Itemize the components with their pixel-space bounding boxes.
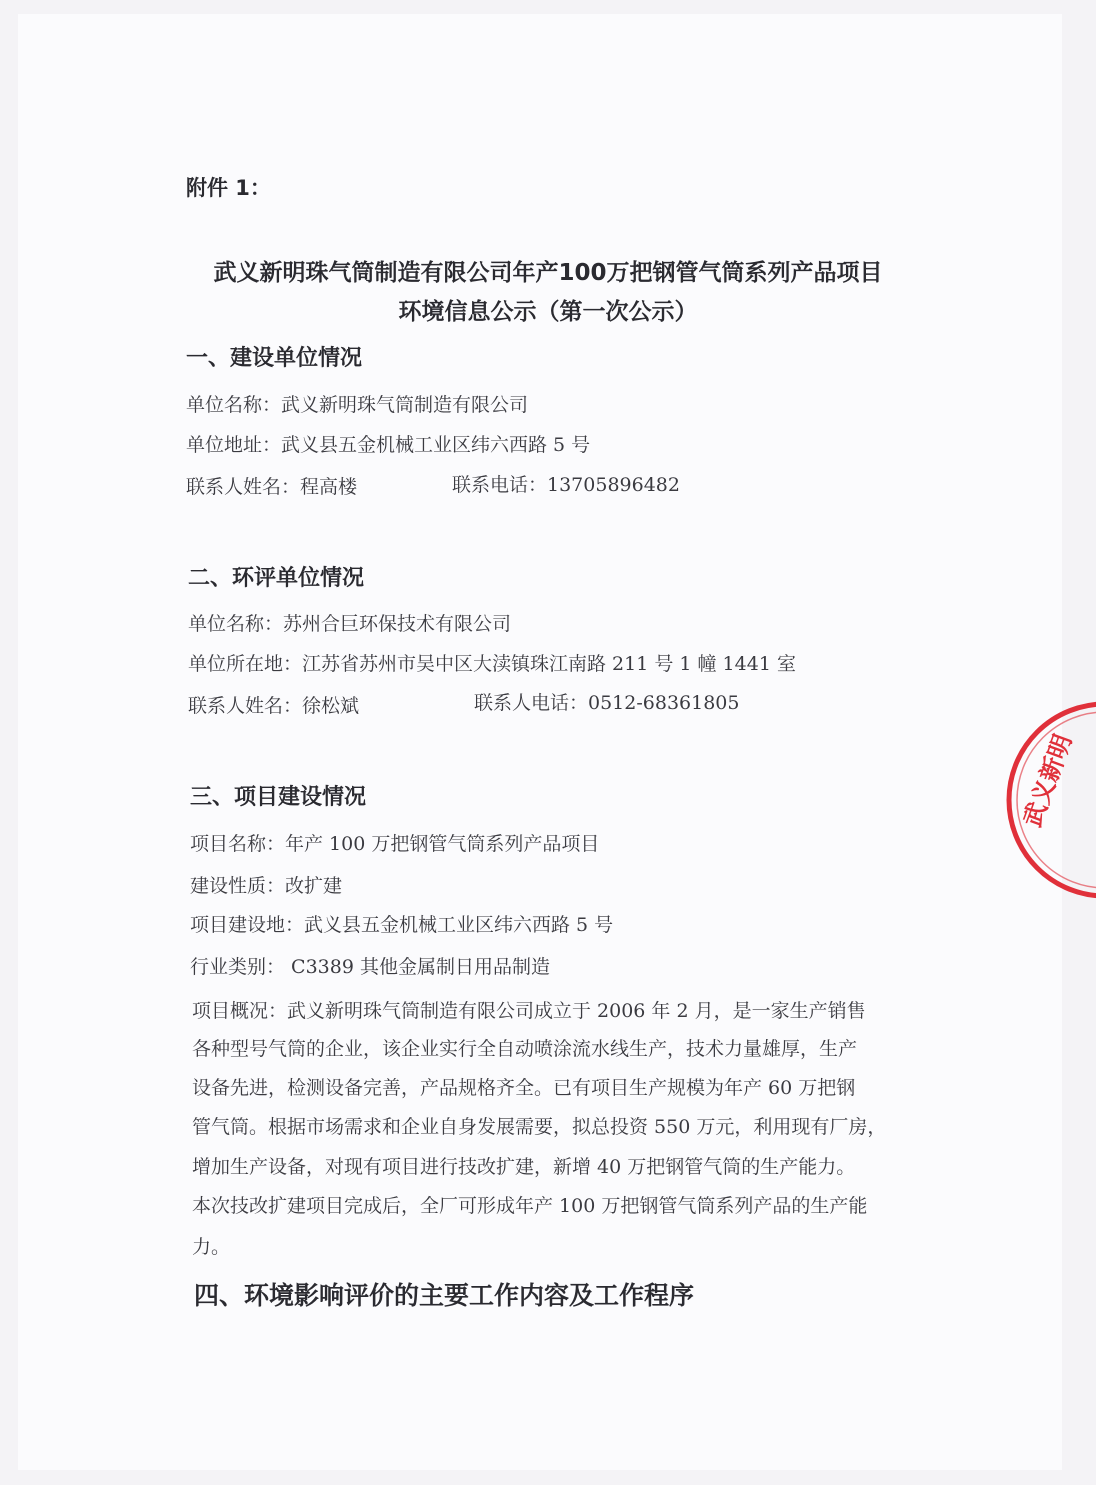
overview-line: 设备先进，检测设备完善，产品规格齐全。已有项目生产规模为年产 60 万把钢 [192,1077,856,1099]
section4-heading: 四、环境影响评价的主要工作内容及工作程序 [194,1281,695,1310]
eia-unit-address: 单位所在地：江苏省苏州市吴中区大渎镇珠江南路 211 号 1 幢 1441 室 [188,653,796,675]
construction-unit-contact: 联系人姓名：程高楼 [186,476,358,498]
document-title-line1: 武义新明珠气筒制造有限公司年产100万把钢管气筒系列产品项目 [213,260,883,286]
construction-unit-address: 单位地址：武义县五金机械工业区纬六西路 5 号 [186,434,591,456]
overview-line: 管气筒。根据市场需求和企业自身发展需要，拟总投资 550 万元，利用现有厂房， [192,1116,887,1138]
eia-unit-name: 单位名称：苏州合巨环保技术有限公司 [188,613,512,635]
document-title-line2: 环境信息公示（第一次公示） [398,299,698,325]
overview-line: 增加生产设备，对现有项目进行技改扩建，新增 40 万把钢管气筒的生产能力。 [192,1156,856,1178]
svg-text:武义新明: 武义新明 [1018,730,1078,831]
section2-heading: 二、环评单位情况 [188,566,365,591]
overview-line: 本次技改扩建项目完成后，全厂可形成年产 100 万把钢管气筒系列产品的生产能 [192,1195,868,1217]
construction-unit-name: 单位名称：武义新明珠气筒制造有限公司 [186,394,529,416]
eia-unit-contact: 联系人姓名：徐松斌 [188,695,360,717]
project-location: 项目建设地：武义县五金机械工业区纬六西路 5 号 [190,914,614,936]
attachment-label: 附件 1： [186,176,271,200]
project-nature: 建设性质：改扩建 [190,875,343,897]
section3-heading: 三、项目建设情况 [190,785,367,810]
construction-unit-phone: 联系电话：13705896482 [452,474,680,496]
overview-line: 项目概况：武义新明珠气筒制造有限公司成立于 2006 年 2 月，是一家生产销售 [192,1000,866,1022]
company-seal-stamp [1005,700,1078,900]
project-name: 项目名称：年产 100 万把钢管气筒系列产品项目 [190,833,600,855]
section1-heading: 一、建设单位情况 [186,346,363,371]
eia-unit-phone: 联系人电话：0512-68361805 [474,692,740,714]
industry-category: 行业类别： C3389 其他金属制日用品制造 [190,956,550,978]
overview-line: 力。 [192,1236,231,1258]
document-page [18,14,1062,1470]
overview-line: 各种型号气筒的企业，该企业实行全自动喷涂流水线生产，技术力量雄厚，生产 [192,1038,858,1060]
